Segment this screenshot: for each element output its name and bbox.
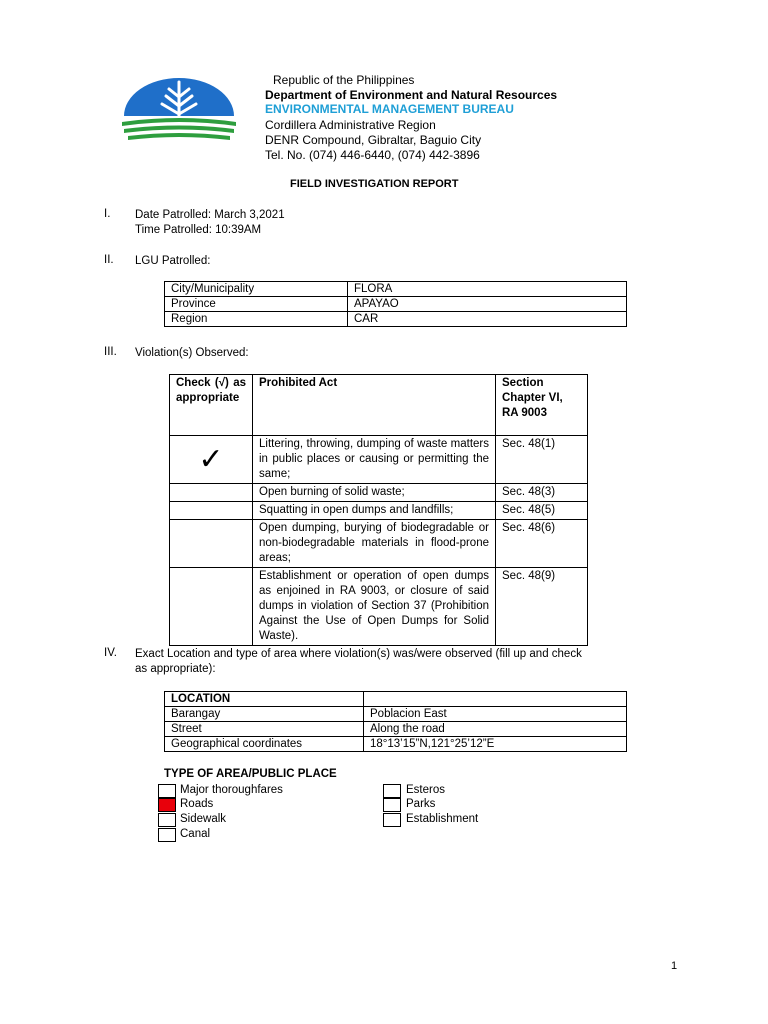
roads-checkbox[interactable]: [158, 798, 176, 812]
lgu-heading: LGU Patrolled:: [135, 255, 211, 267]
header-bureau: ENVIRONMENTAL MANAGEMENT BUREAU: [265, 102, 514, 116]
lgu-value: FLORA: [348, 282, 627, 297]
section-4-numeral: IV.: [104, 647, 118, 659]
table-row: [170, 375, 588, 436]
header-telephone: Tel. No. (074) 446-6440, (074) 442-3896: [265, 148, 480, 162]
location-heading-line1: Exact Location and type of area where violation(s) was/were observed (fill up and check: [135, 648, 582, 660]
denr-logo-icon: [118, 76, 240, 144]
lgu-label: Region: [165, 312, 348, 327]
section-1-numeral: I.: [104, 208, 111, 220]
violation-checkbox[interactable]: [170, 436, 253, 484]
area-type-heading: TYPE OF AREA/PUBLIC PLACE: [164, 768, 337, 780]
major-thoroughfares-label: Major thoroughfares: [180, 784, 283, 796]
violation-checkbox[interactable]: [170, 520, 253, 568]
table-row: [165, 737, 627, 752]
location-label: Street: [165, 722, 364, 737]
location-value: Poblacion East: [364, 707, 627, 722]
section-3-numeral: III.: [104, 346, 117, 358]
location-table: [164, 691, 627, 752]
location-header: LOCATION: [165, 692, 364, 707]
violation-section: Sec. 48(1): [496, 436, 588, 484]
lgu-table: [164, 281, 627, 327]
lgu-value: APAYAO: [348, 297, 627, 312]
location-heading-line2: as appropriate):: [135, 663, 216, 675]
table-row: [165, 722, 627, 737]
violation-act: Squatting in open dumps and landfills;: [253, 502, 496, 520]
violation-checkbox[interactable]: [170, 568, 253, 646]
violation-checkbox[interactable]: [170, 484, 253, 502]
table-row: [170, 568, 588, 646]
violations-heading: Violation(s) Observed:: [135, 347, 249, 359]
lgu-label: Province: [165, 297, 348, 312]
time-patrolled: Time Patrolled: 10:39AM: [135, 224, 262, 236]
column-header-section: Section Chapter VI, RA 9003: [496, 375, 588, 436]
header-department: Department of Environment and Natural Resources: [265, 88, 558, 102]
violation-checkbox[interactable]: [170, 502, 253, 520]
location-value: 18°13’15”N,121°25’12”E: [364, 737, 627, 752]
column-header-check: Check (√) as appropriate: [170, 375, 253, 436]
violation-section: Sec. 48(6): [496, 520, 588, 568]
table-row: [165, 707, 627, 722]
table-row: [165, 297, 627, 312]
violation-act: Open dumping, burying of biodegradable or non-biodegradable materials in flood-prone areas;: [253, 520, 496, 568]
date-patrolled: Date Patrolled: March 3,2021: [135, 209, 285, 221]
location-label: Geographical coordinates: [165, 737, 364, 752]
table-row: [170, 502, 588, 520]
header-address: DENR Compound, Gibraltar, Baguio City: [265, 133, 482, 147]
header-region: Cordillera Administrative Region: [265, 118, 436, 132]
report-title: FIELD INVESTIGATION REPORT: [290, 178, 459, 190]
sidewalk-checkbox[interactable]: [158, 813, 176, 827]
column-header-act: Prohibited Act: [253, 375, 496, 436]
location-header-blank: [364, 692, 627, 707]
establishment-checkbox[interactable]: [383, 813, 401, 827]
sidewalk-label: Sidewalk: [180, 813, 227, 825]
parks-label: Parks: [406, 798, 436, 810]
location-value: Along the road: [364, 722, 627, 737]
table-row: [170, 436, 588, 484]
esteros-checkbox[interactable]: [383, 784, 401, 798]
roads-label: Roads: [180, 798, 214, 810]
establishment-label: Establishment: [406, 813, 479, 825]
lgu-value: CAR: [348, 312, 627, 327]
table-row: [170, 520, 588, 568]
canal-label: Canal: [180, 828, 211, 840]
parks-checkbox[interactable]: [383, 798, 401, 812]
lgu-label: City/Municipality: [165, 282, 348, 297]
esteros-label: Esteros: [406, 784, 445, 796]
violation-act: Establishment or operation of open dumps as enjoined in RA 9003, or closure of said dumps in violation of Section 37 (Prohibition Against the Use of Open Dumps for Solid Waste).: [253, 568, 496, 646]
violation-act: Open burning of solid waste;: [253, 484, 496, 502]
header-republic: Republic of the Philippines: [273, 73, 415, 87]
table-row: [165, 282, 627, 297]
table-row: [165, 692, 627, 707]
major-thoroughfares-checkbox[interactable]: [158, 784, 176, 798]
table-row: [165, 312, 627, 327]
violation-section: Sec. 48(3): [496, 484, 588, 502]
violation-act: Littering, throwing, dumping of waste matters in public places or causing or permitting the same;: [253, 436, 496, 484]
page-number: 1: [671, 960, 678, 972]
canal-checkbox[interactable]: [158, 828, 176, 842]
location-label: Barangay: [165, 707, 364, 722]
violations-table: [169, 374, 588, 646]
violation-section: Sec. 48(9): [496, 568, 588, 646]
violation-section: Sec. 48(5): [496, 502, 588, 520]
section-2-numeral: II.: [104, 254, 114, 266]
table-row: [170, 484, 588, 502]
check-mark-icon: ✓: [198, 441, 224, 477]
